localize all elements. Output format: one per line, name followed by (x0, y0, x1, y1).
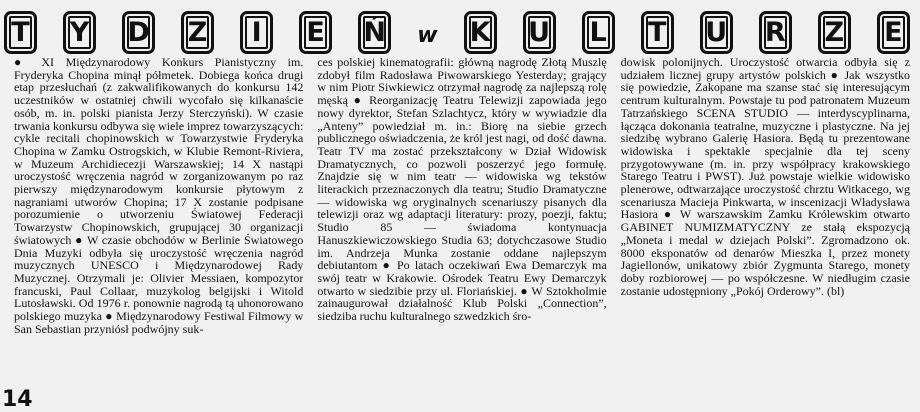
article-column-2 (317, 56, 606, 392)
title-letter: T (641, 11, 674, 54)
title-letter: K (464, 11, 497, 54)
title-letter: U (700, 11, 733, 54)
title-letter: Y (63, 11, 96, 54)
column-text: ces polskiej kinematografii: główną nagrodę Złotą Muszlę zdobył film Radosława Piwowarskiego Yesterday; grający w nim Piotr Siwkiewicz otrzymał nagrodę za najlepszą rolę męską ● Reorganizację Teatru Telewizji zapowiada jego nowy dyrektor, Stefan Szlachtycz, który w wywiadzie dla „Anteny” powiedział m. in.: Biorę na siebie grzech publicznego oświadczenia, że król jest nagi, od dość dawna. Teatr TV ma zostać przekształcony w Dział Widowisk Dramatycznych, co pozwoli poszerzyć jego formułę. Znajdzie się w nim teatr — widowiska wg tekstów literackich przeznaczonych dla teatru; Studio Dramatyczne — widowiska wg oryginalnych scenariuszy pisanych dla telewizji oraz wg adaptacji literatury: prozy, poezji, faktu; Studio 85 — świadoma kontynuacja Hanuszkiewiczowskiego Studia 63; dotychczasowe Studio im. Andrzeja Munka zostanie oddane najlepszym debiutantom ● Po latach oczekiwań Ewa Demarczyk ma swój teatr w Krakowie. Ośrodek Teatru Ewy Demarczyk otwarto w siedzibie przy ul. Floriańskiej. ● W Sztokholmie zainaugurował działalność Klub Polski „Connection”, siedziba ruchu kulturalnego szwedzkich śro- (317, 56, 607, 324)
title-letter: R (759, 11, 792, 54)
article-columns (14, 56, 910, 392)
title-letter: I (240, 11, 273, 54)
page-number: 14 (2, 387, 33, 412)
article-column-3 (621, 56, 910, 392)
title-letter: E (877, 11, 910, 54)
title-letter: L (582, 11, 615, 54)
article-column-1 (14, 56, 303, 392)
title-letter: Z (181, 11, 214, 54)
title-letter: Ń (358, 11, 391, 54)
title-letter: D (122, 11, 155, 54)
title-small-word: w (417, 23, 438, 48)
title-letter: Z (818, 11, 851, 54)
column-text: ● XI Międzynarodowy Konkurs Pianistyczny im. Fryderyka Chopina minął półmetek. Dobiega końca drugi etap przesłuchań (z zakwalifikowanych do konkursu 142 uczestników w ostatniej chwili wycofało się kilkanaście osób, m. in. polski pianista Jerzy Sterczyński). W czasie trwania konkursu odbywa się wiele imprez towarzyszących: cykle recitali chopinowskich w Towarzystwie Fryderyka Chopina w Zamku Ostrogskich, w Klubie Remont-Riviera, w Muzeum Archidiecezji Warszawskiej; 14 X nastąpi uroczystość wręczenia nagród w zorganizowanym po raz pierwszy międzynarodowym konkursie płytowym z nagraniami utworów Chopina; 17 X zostanie podpisane porozumienie o utworzeniu Światowej Federacji Towarzystw Chopinowskich, grupującej 30 organizacji światowych ● W czasie obchodów w Berlinie Światowego Dnia Muzyki odbyła się uroczystość wręczenia nagród muzycznych UNESCO i Międzynarodowej Rady Muzycznej. Otrzymali je: Olivier Messiaen, kompozytor francuski, Paul Collaar, muzykolog belgijski i Witold Lutosławski. Od 1976 r. ponownie nagrodą tą uhonorowano polskiego muzyka ● Międzynarodowy Festiwal Filmowy w San Sebastian przyniósł podwójny suk- (14, 56, 304, 336)
header-title (0, 4, 920, 54)
title-letter: E (299, 11, 332, 54)
title-letter: T (4, 11, 37, 54)
column-text: dowisk polonijnych. Uroczystość otwarcia odbyła się z udziałem licznej grupy artystów polskich ● Jak wszystko się powiedzie, Zakopane ma szanse stać się interesującym centrum kulturalnym. Powstaje tu pod patronatem Muzeum Tatrzańskiego SCENA STUDIO — interdyscyplinarna, łącząca dokonania teatralne, muzyczne i plastyczne. Na jej siedzibę wybrano Galerię Hasiora. Będą tu prezentowane widowiska i spektakle specjalnie dla tej sceny przygotowywane (m. in. przy współpracy krakowskiego Starego Teatru i PWST). Już powstaje wielkie widowisko plenerowe, odtwarzające uroczystość chrztu Witkacego, wg scenariusza Macieja Pinkwarta, w inscenizacji Władysława Hasiora ● W warszawskim Zamku Królewskim otwarto GABINET NUMIZMATYCZNY ze stałą ekspozycją „Moneta i medal w dziejach Polski”. Zgromadzono ok. 8000 eksponatów od denarów Mieszka I, przez monety Jagiellonów, unikatowy zbiór Zygmunta Starego, monety doby rozbiorowej — po współczesne. W niedługim czasie zostanie udostępniony „Pokój Orderowy”. (bl) (620, 56, 910, 298)
title-letter: U (523, 11, 556, 54)
